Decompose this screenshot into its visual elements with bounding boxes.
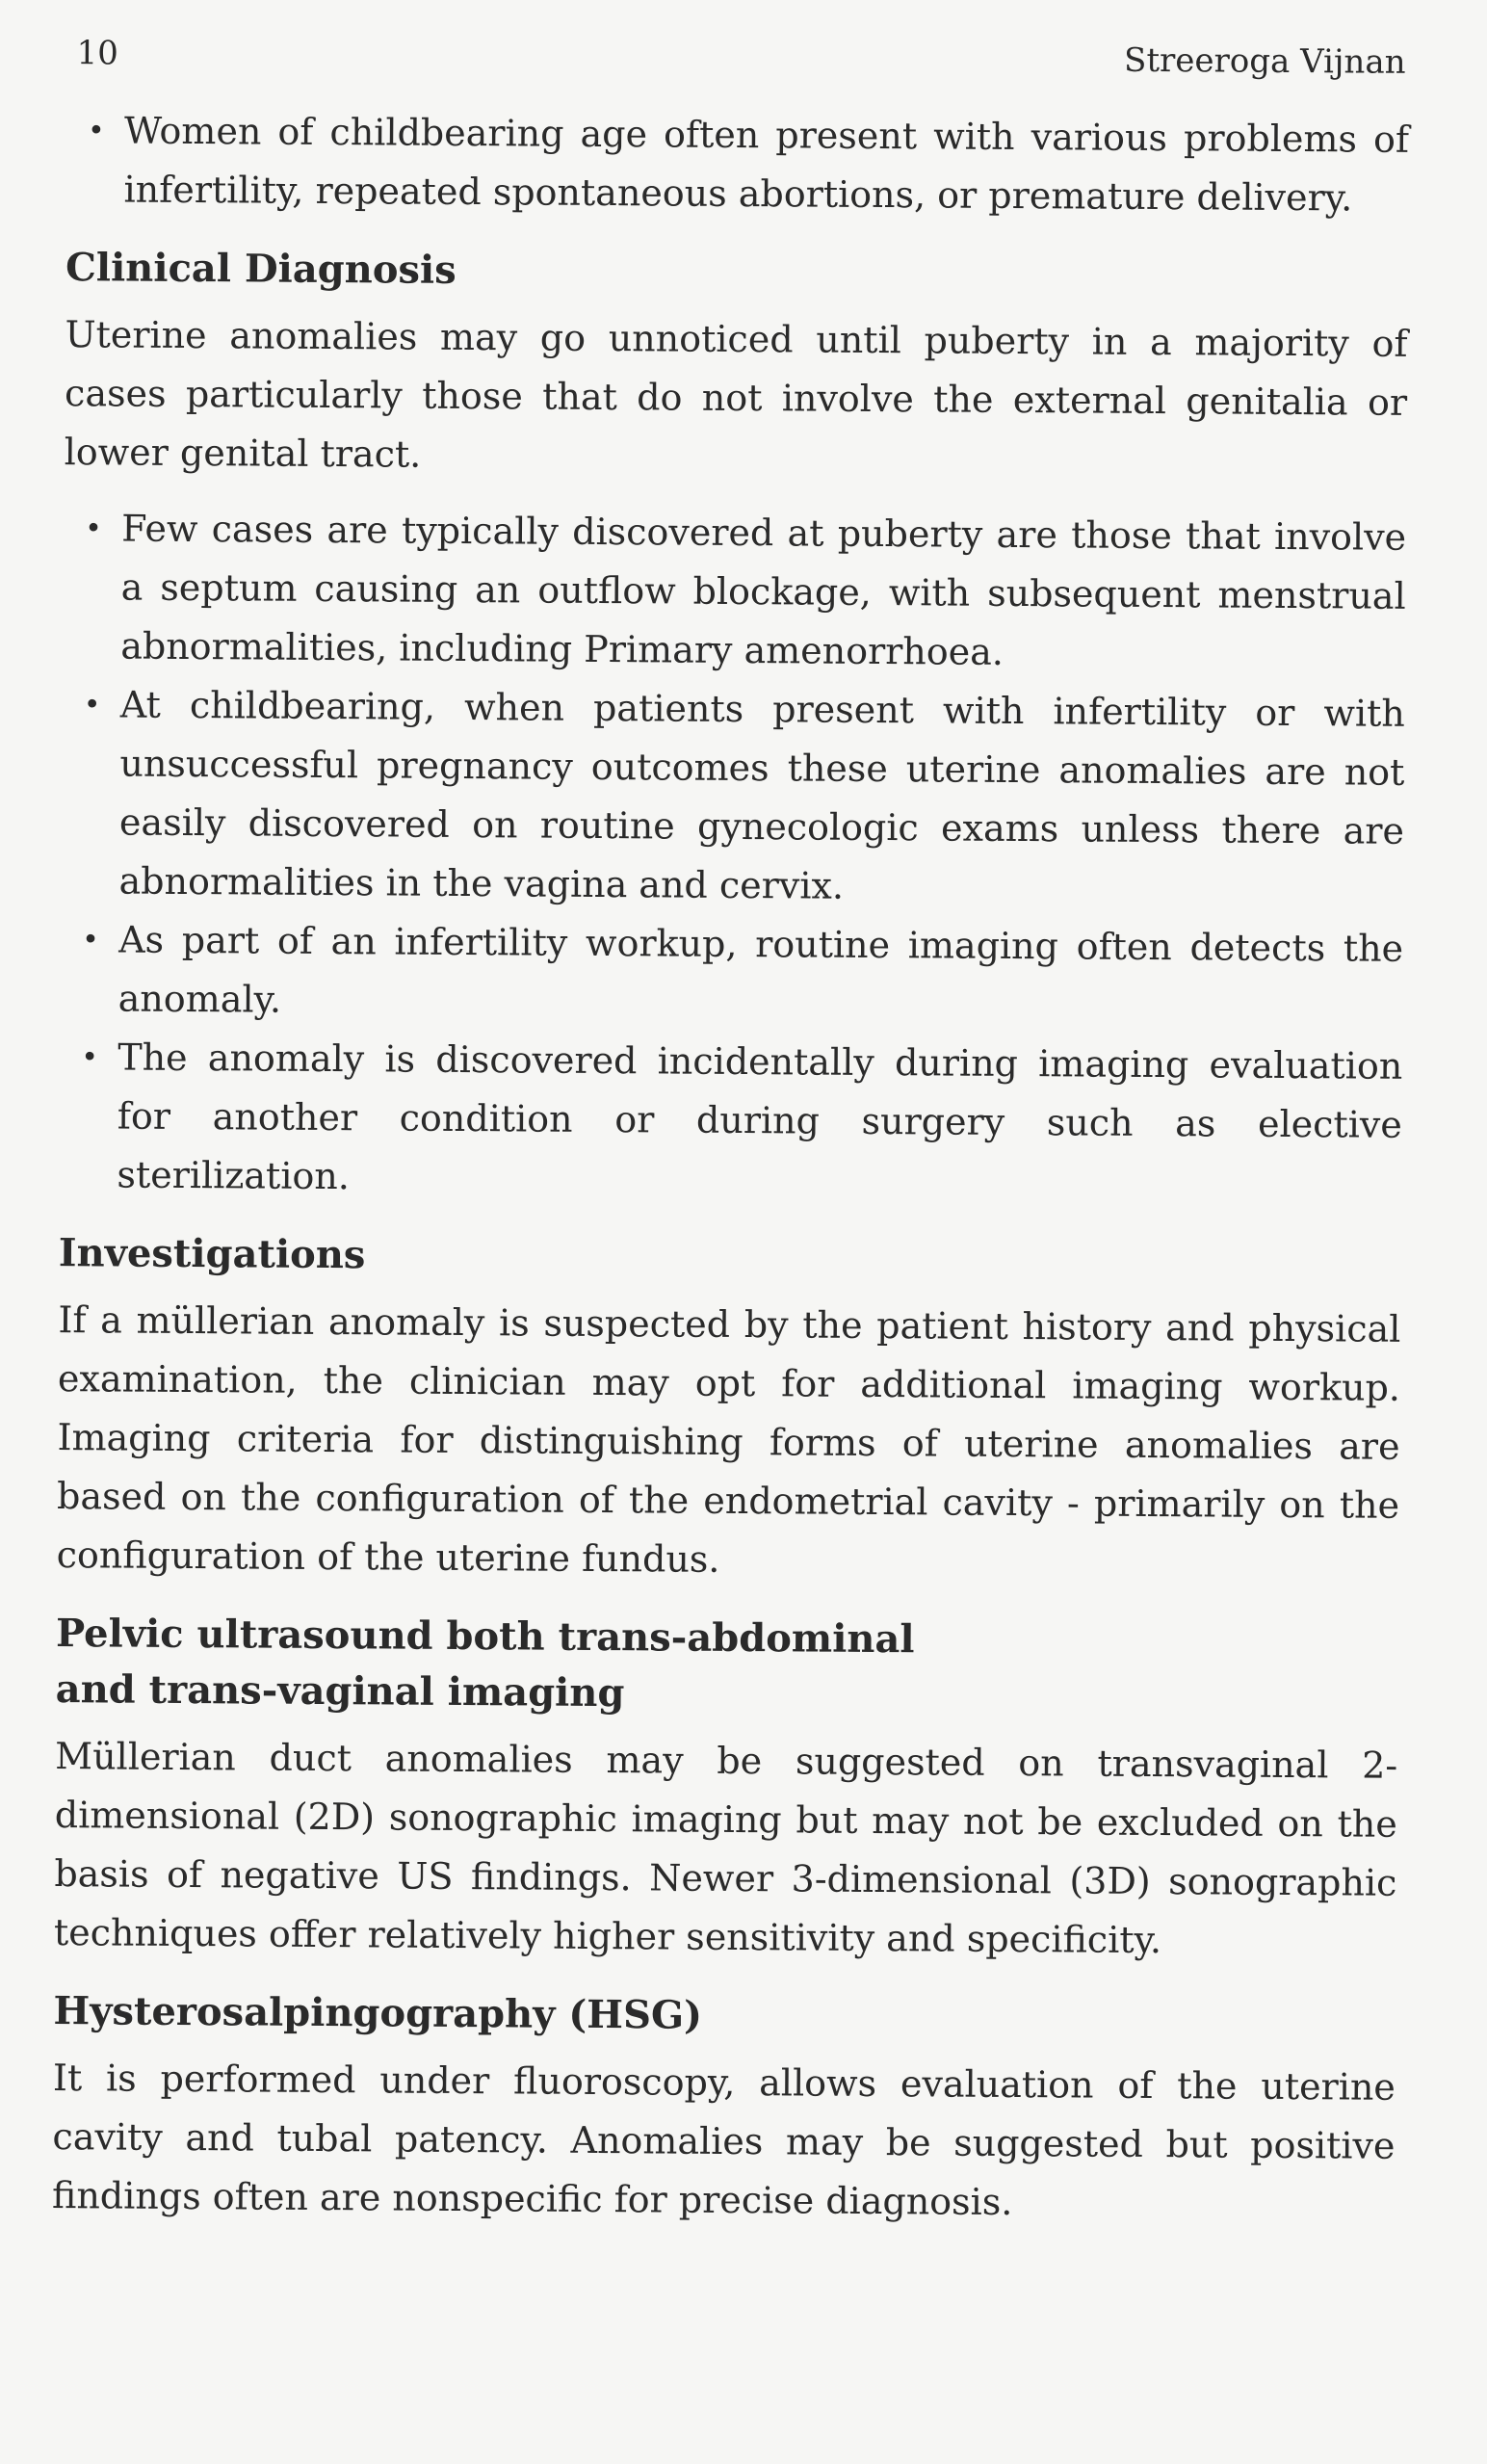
bullet-text: Few cases are typically discovered at puberty are those that involve a septum causing an outflow blockage, with subsequent menstrual abnormalities, including Primary amenorrhoea. [120,507,1407,673]
bullet-icon: • [82,923,99,957]
investigations-paragraph: If a müllerian anomaly is suspected by the patient history and physical examination, the clinician may opt for additional imaging workup. Imaging criteria for distinguishing forms of uterine anomalies are based on the configuration of the endometrial cavity - primarily on the configuration of the uterine fundus. [56,1298,1401,1581]
bullet-text: Women of childbearing age often present with various problems of infertility, repeated spontaneous abortions, or premature delivery. [123,109,1410,220]
hsg-heading: Hysterosalpingography (HSG) [53,1988,703,2038]
bullet-icon: • [87,114,105,148]
page-number: 10 [76,34,119,73]
clinical-diagnosis-heading: Clinical Diagnosis [65,245,457,293]
bullet-icon: • [81,1040,99,1075]
pelvic-ultrasound-heading-line1: Pelvic ultrasound both trans-abdominal [55,1611,915,1663]
list-item [87,102,1410,228]
bullet-icon: • [85,511,102,546]
investigations-heading: Investigations [58,1230,366,1278]
list-item [83,676,1405,920]
bullet-text: As part of an infertility workup, routine imaging often detects the anomaly. [117,918,1404,1021]
pelvic-ultrasound-heading-line2: and trans-vaginal imaging [55,1666,625,1717]
intro-bullet-list [56,101,1409,228]
running-title: Streeroga Vijnan [1123,40,1406,82]
bullet-text: At childbearing, when patients present with infertility or with unsuccessful pregnancy outcomes these uterine anomalies are not easily discovered on routine gynecologic exams unless there are abnormalities in the vagina and cervix. [118,683,1405,907]
bullet-icon: • [83,688,101,722]
clinical-diagnosis-bullet-list [49,499,1406,1214]
list-item [82,910,1404,1036]
clinical-diagnosis-paragraph: Uterine anomalies may go unnoticed until puberty in a majority of cases particularly those that do not involve the external genitalia or lower genital tract. [64,313,1408,476]
list-item [81,1028,1403,1213]
hsg-paragraph: It is performed under fluoroscopy, allows evaluation of the uterine cavity and tubal patency. Anomalies may be suggested but positive findings often are nonspecific for precise diagnosis. [51,2057,1396,2224]
pelvic-ultrasound-paragraph: Müllerian duct anomalies may be suggested on transvaginal 2-dimensional (2D) sonographic imaging but may not be excluded on the basis of negative US findings. Newer 3-dimensional (3D) sonographic techniques offer relatively higher sensitivity and specificity. [53,1735,1398,1962]
pelvic-ultrasound-heading [56,1606,1399,1727]
bullet-text: The anomaly is discovered incidentally during imaging evaluation for another condition or during surgery such as elective sterilization. [117,1035,1403,1198]
running-header [66,34,1409,82]
list-item [85,500,1407,685]
